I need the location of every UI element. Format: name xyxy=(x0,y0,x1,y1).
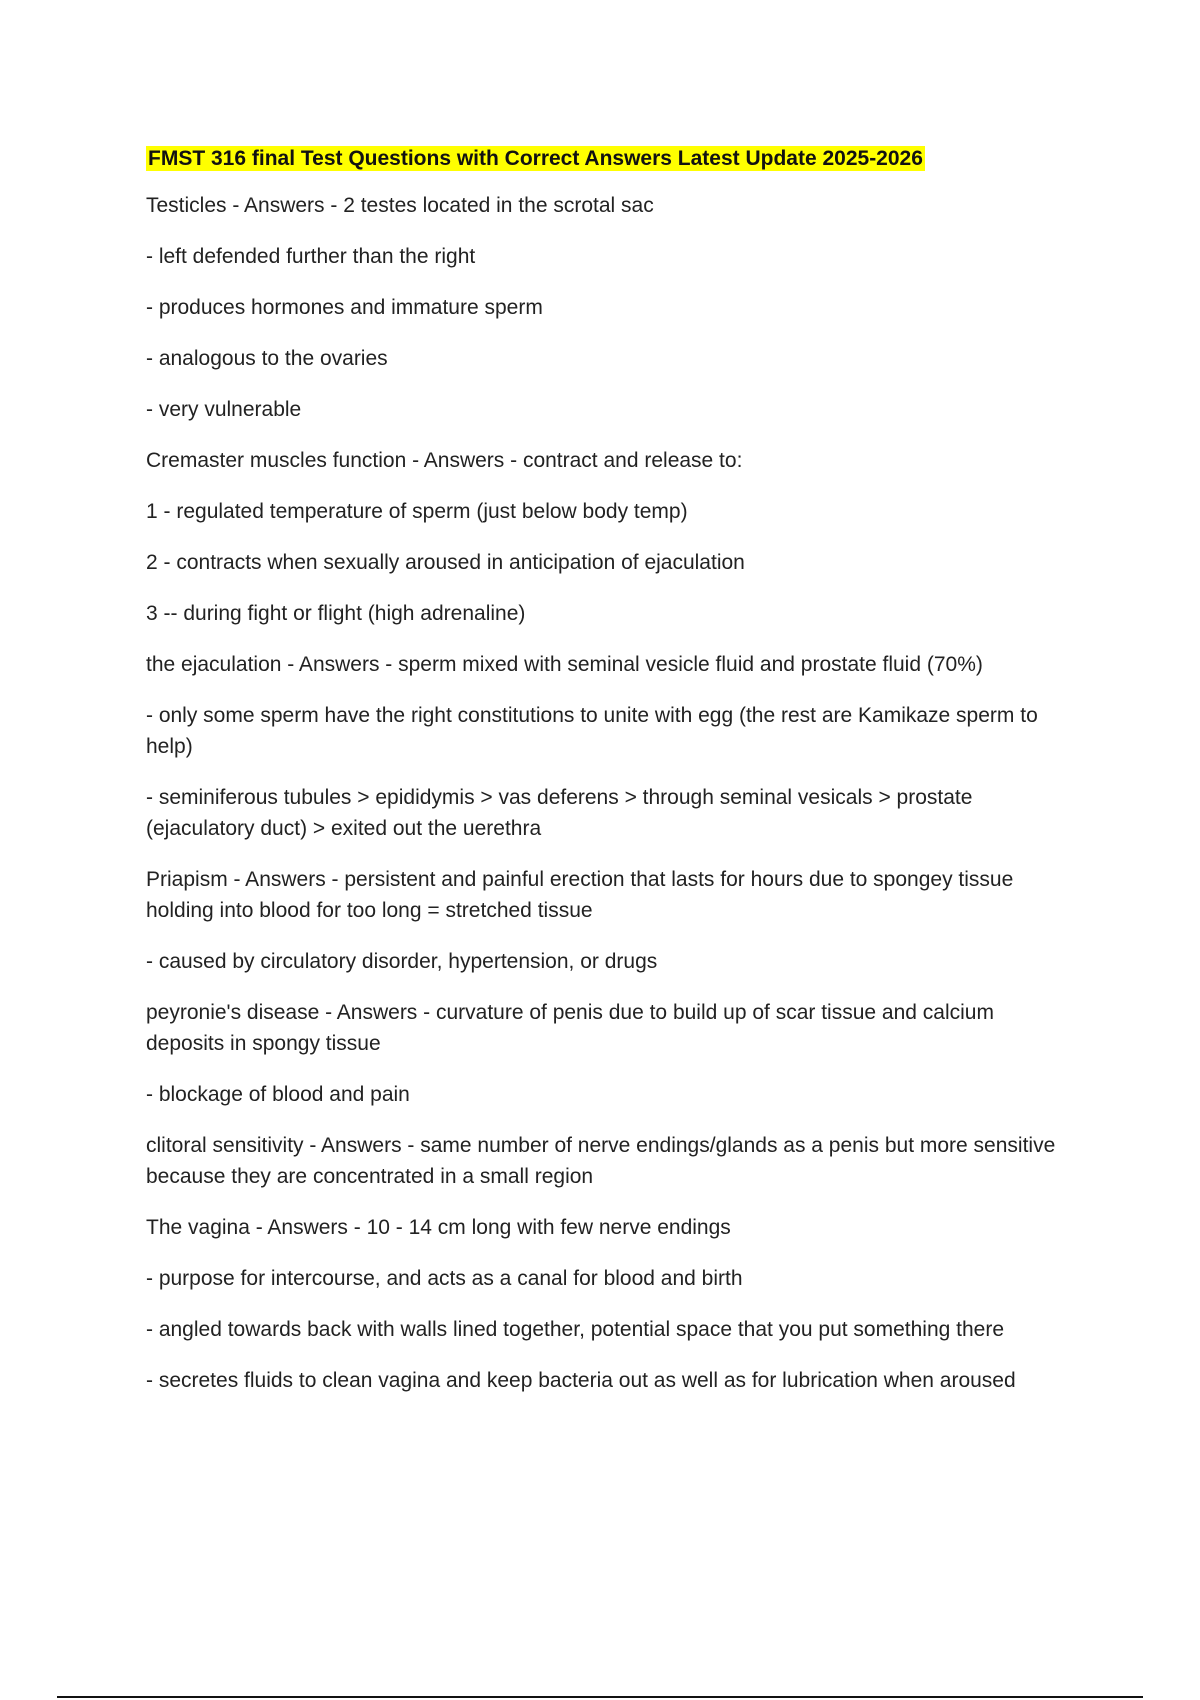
footer-divider xyxy=(57,1696,1143,1698)
document-body xyxy=(146,143,1076,1416)
paragraph: Testicles - Answers - 2 testes located in the scrotal sac xyxy=(146,194,654,217)
paragraph: - seminiferous tubules > epididymis > vas deferens > through seminal vesicals > prostate (ejaculatory duct) > exited out the uerethra xyxy=(146,786,973,840)
paragraph: - purpose for intercourse, and acts as a canal for blood and birth xyxy=(146,1267,743,1290)
paragraph: 1 - regulated temperature of sperm (just below body temp) xyxy=(146,500,688,523)
paragraph: - produces hormones and immature sperm xyxy=(146,296,543,319)
paragraph: Cremaster muscles function - Answers - contract and release to: xyxy=(146,449,743,472)
paragraph: - left defended further than the right xyxy=(146,245,476,268)
paragraph: the ejaculation - Answers - sperm mixed with seminal vesicle fluid and prostate fluid (70%) xyxy=(146,653,983,676)
paragraph: - secretes fluids to clean vagina and keep bacteria out as well as for lubrication when aroused xyxy=(146,1369,1016,1392)
title-block xyxy=(146,143,1076,176)
paragraph: - caused by circulatory disorder, hypertension, or drugs xyxy=(146,950,658,973)
paragraph: 3 -- during fight or flight (high adrenaline) xyxy=(146,602,526,625)
paragraph: The vagina - Answers - 10 - 14 cm long with few nerve endings xyxy=(146,1216,731,1239)
paragraph: - analogous to the ovaries xyxy=(146,347,388,370)
paragraph: - angled towards back with walls lined together, potential space that you put something there xyxy=(146,1318,1005,1341)
paragraph: Priapism - Answers - persistent and painful erection that lasts for hours due to spongey tissue holding into blood for too long = stretched tissue xyxy=(146,868,1014,922)
paragraph: 2 - contracts when sexually aroused in anticipation of ejaculation xyxy=(146,551,745,574)
paragraph: - only some sperm have the right constitutions to unite with egg (the rest are Kamikaze sperm to help) xyxy=(146,704,1038,758)
paragraph: - blockage of blood and pain xyxy=(146,1083,410,1106)
paragraph: - very vulnerable xyxy=(146,398,302,421)
paragraph: clitoral sensitivity - Answers - same number of nerve endings/glands as a penis but more sensitive because they are concentrated in a small region xyxy=(146,1134,1056,1188)
document-title: FMST 316 final Test Questions with Correct Answers Latest Update 2025-2026 xyxy=(148,147,923,170)
paragraph: peyronie's disease - Answers - curvature of penis due to build up of scar tissue and calcium deposits in spongy tissue xyxy=(146,1001,994,1055)
